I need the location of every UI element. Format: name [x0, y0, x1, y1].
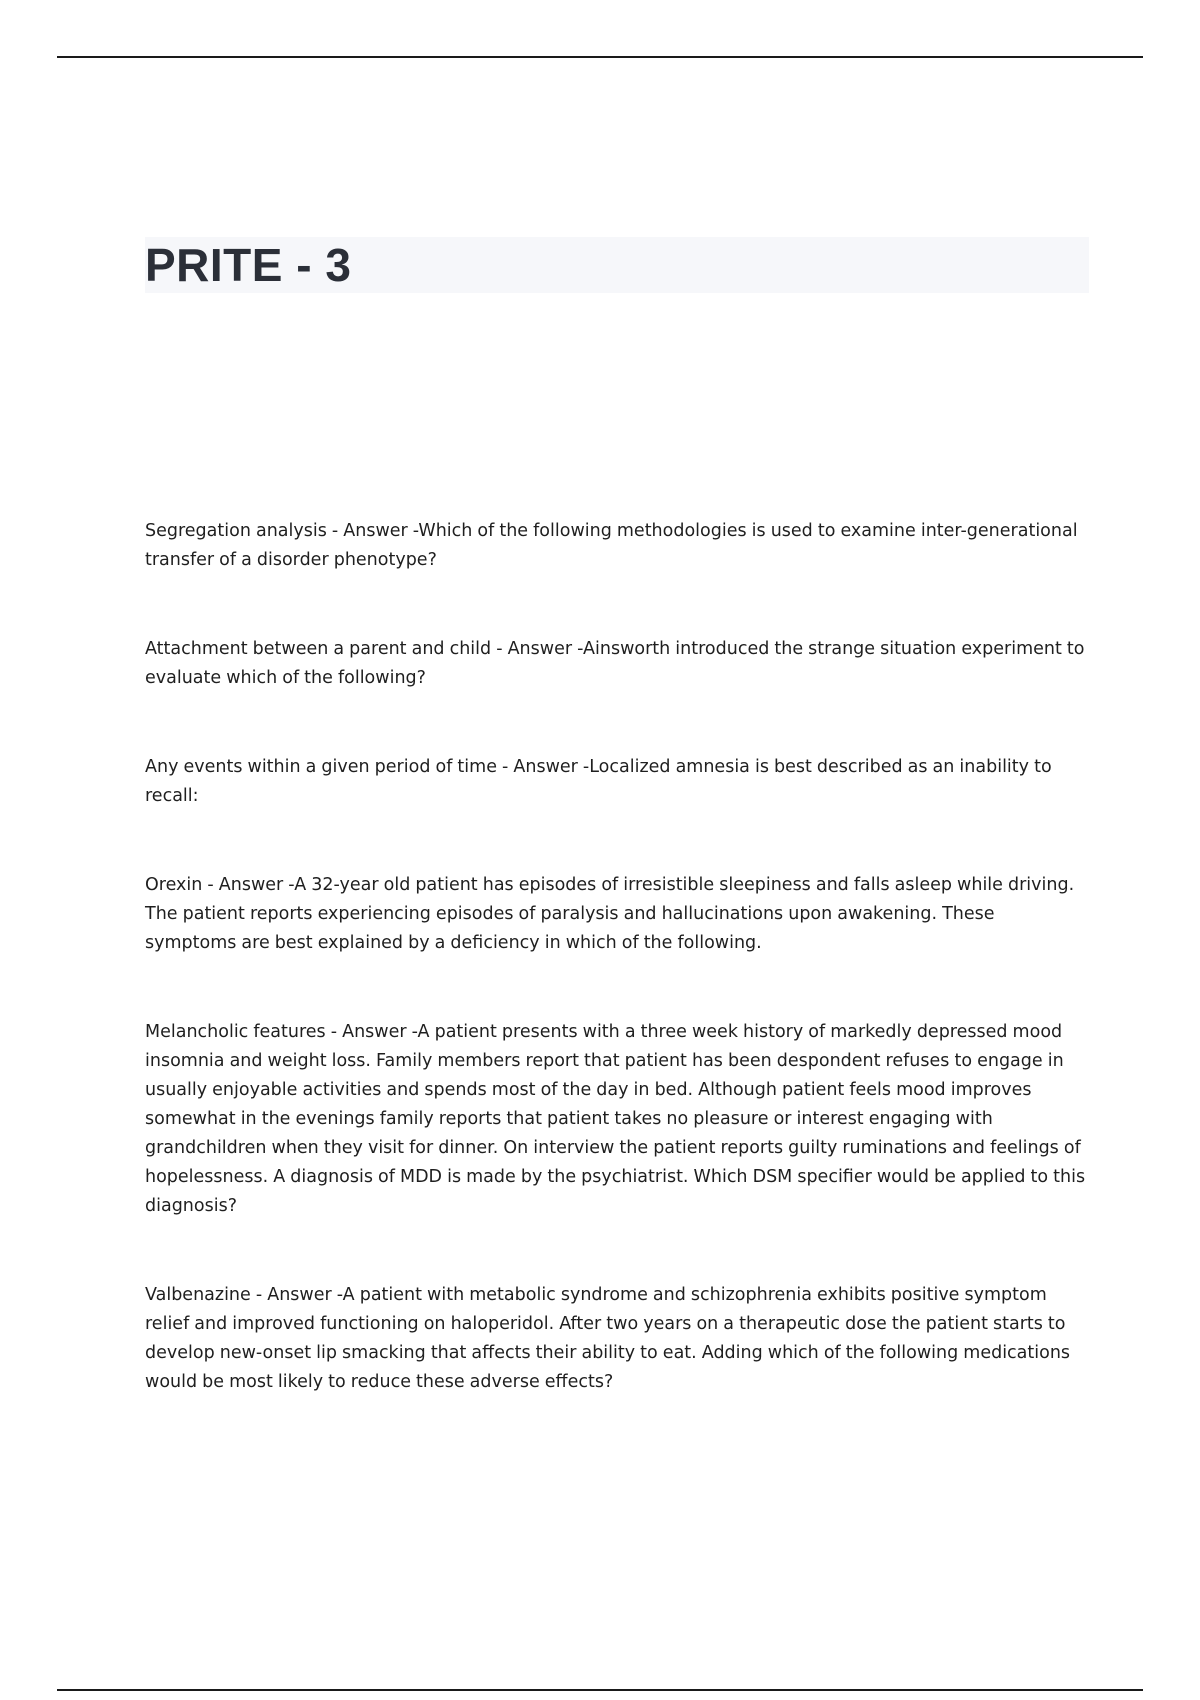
qa-item: Melancholic features - Answer -A patient presents with a three week history of markedly depressed mood insomnia and weight loss. Family members report that patient has been despondent refuses to engage in usually enjoyable activities and spends most of the day in bed. Although patient feels mood improves somewhat in the evenings family reports that patient takes no pleasure or interest engaging with grandchildren when they visit for dinner. On interview the patient reports guilty ruminations and feelings of hopelessness. A diagnosis of MDD is made by the psychiatrist. Which DSM specifier would be applied to this diagnosis?: [145, 1022, 1086, 1216]
footer-rule: [57, 1689, 1143, 1691]
qa-item: Attachment between a parent and child - Answer -Ainsworth introduced the strange situation experiment to evaluate which of the following?: [145, 639, 1085, 688]
qa-item: Orexin - Answer -A 32-year old patient has episodes of irresistible sleepiness and falls asleep while driving. The patient reports experiencing episodes of paralysis and hallucinations upon awakening. These symptoms are best explained by a deficiency in which of the following.: [145, 875, 1075, 953]
qa-item: Segregation analysis - Answer -Which of the following methodologies is used to examine inter-generational transfer of a disorder phenotype?: [145, 521, 1078, 570]
header-rule: [57, 56, 1143, 58]
page-title: PRITE - 3: [145, 239, 352, 291]
qa-item: Any events within a given period of time - Answer -Localized amnesia is best described as an inability to recall:: [145, 757, 1052, 806]
qa-item: Valbenazine - Answer -A patient with metabolic syndrome and schizophrenia exhibits positive symptom relief and improved functioning on haloperidol. After two years on a therapeutic dose the patient starts to develop new-onset lip smacking that affects their ability to eat. Adding which of the following medications would be most likely to reduce these adverse effects?: [145, 1285, 1071, 1392]
qa-list: [145, 517, 1090, 1457]
